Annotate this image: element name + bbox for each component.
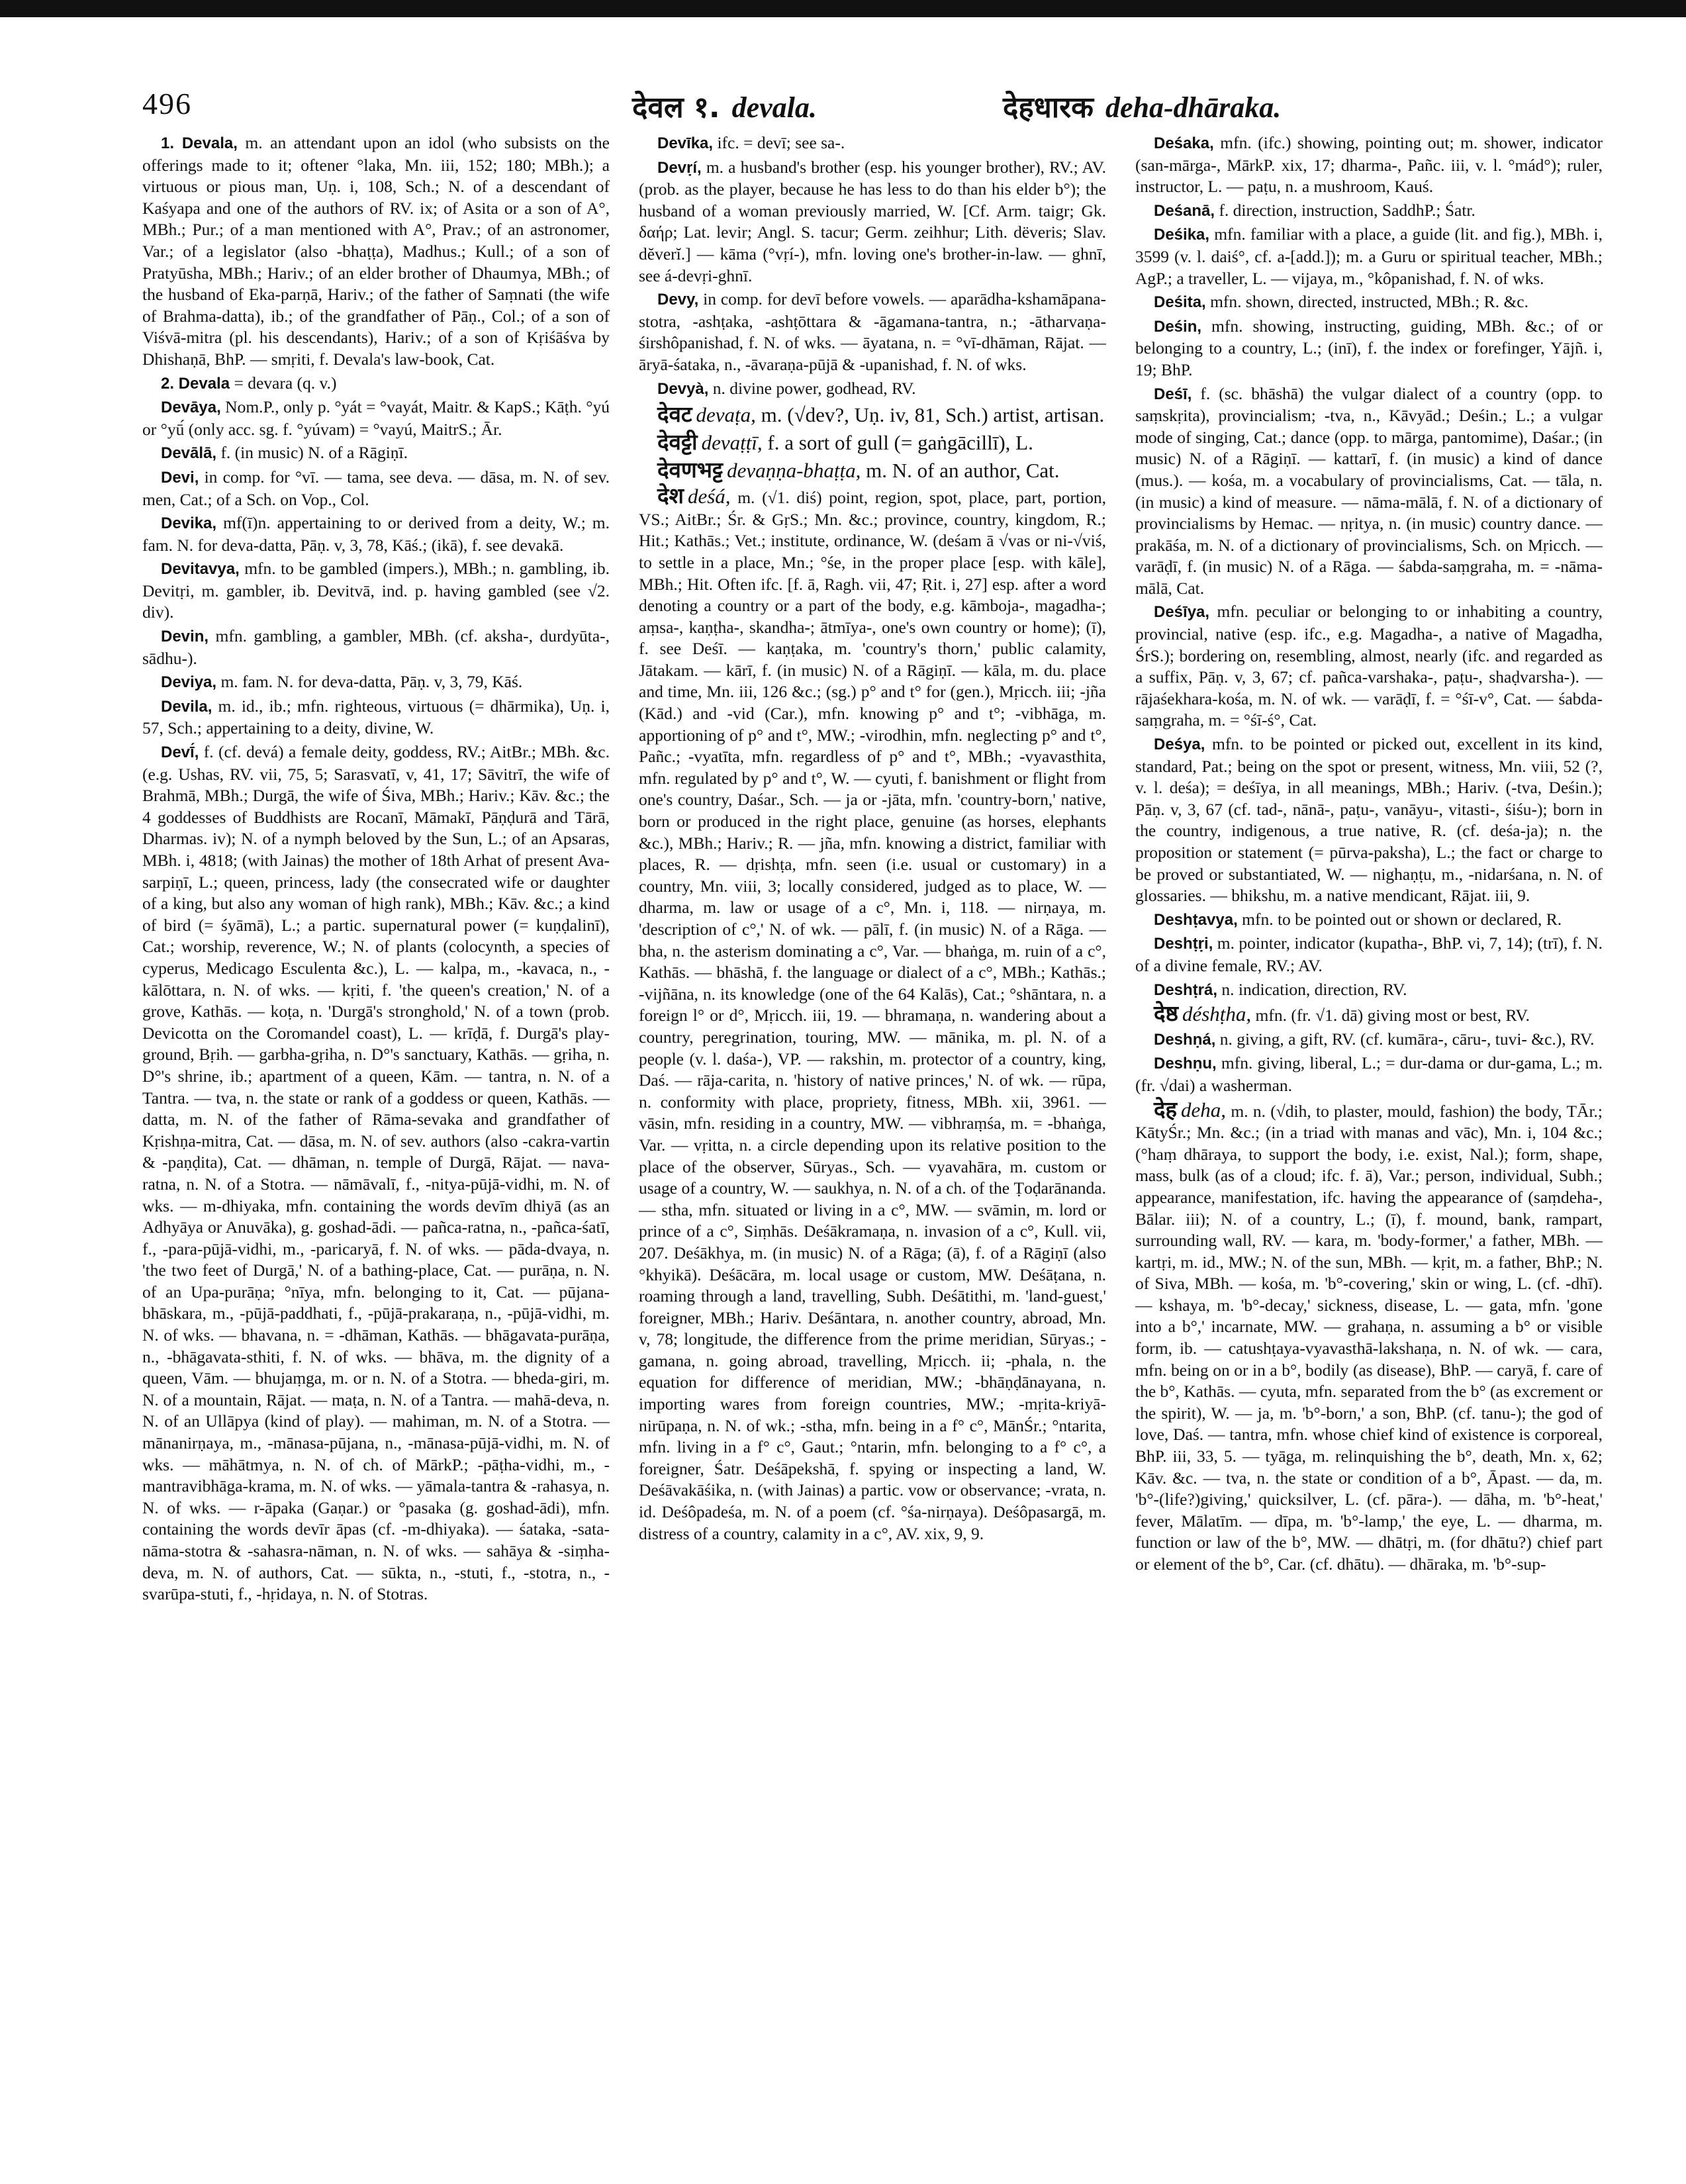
entry-definition: f. direction, instruction, SaddhP.; Śatr. — [1219, 200, 1475, 220]
dictionary-entry — [142, 671, 610, 694]
dictionary-entry — [142, 442, 610, 465]
dictionary-entry — [639, 402, 1106, 428]
entry-headword: Deshṭṛi, — [1154, 935, 1213, 953]
entry-headword: Devṛí, — [657, 158, 702, 177]
entry-headword: Devitavya, — [161, 560, 240, 579]
dictionary-entry — [142, 132, 610, 371]
entry-headword: Devīka, — [657, 134, 714, 152]
entry-definition: in comp. for °vī. — tama, see deva. — dāsa, m. N. of sev. men, Cat.; of a Sch. on Vop., Col. — [142, 467, 610, 509]
entry-headword: Devī́, — [161, 743, 199, 762]
dictionary-entry — [1135, 979, 1603, 1002]
dictionary-entry — [1135, 734, 1603, 907]
dictionary-entry — [1135, 316, 1603, 381]
dictionary-entry — [1135, 1096, 1603, 1576]
dictionary-entry — [1135, 383, 1603, 600]
entry-definition: mfn. showing, instructing, guiding, MBh. &c.; of or belonging to a country, L.; (inī), f. the index or forefinger, Yājñ. i, 19; BhP. — [1135, 316, 1603, 379]
entry-headword: Deśī, — [1154, 385, 1192, 403]
dictionary-entry — [1135, 291, 1603, 314]
right-headword-devanagari: देहधारक — [1003, 91, 1094, 124]
entry-headword: Deśin, — [1154, 317, 1202, 336]
dictionary-entry — [639, 378, 1106, 401]
entry-definition: ifc. = devī; see sa-. — [717, 133, 845, 152]
dictionary-entry — [1135, 909, 1603, 931]
entry-devanagari: देवणभट्ट — [657, 457, 724, 483]
dictionary-entry — [639, 157, 1106, 287]
entry-definition: mfn. peculiar or belonging to or inhabiting a country, provincial, native (esp. ifc., e.g. Magadha-, a native of Magadha, ŚrS.); bordering on, resembling, almost, nearly (ifc. and regarded as a suffix, Pāṇ. v, 3, 67; cf. pañca-varshaka-, paṭu-, shaḍvarsha-). — rājaśekhara-kośa, m. N. of wk. — varāḍī, f. = °śī-v°, Cat. — śabda-saṃgraha, m. = °śī-ś°, Cat. — [1135, 602, 1603, 730]
entry-headword: Devyà, — [657, 379, 709, 398]
entry-definition: m. (√1. diś) point, region, spot, place, part, portion, VS.; AitBr.; Śr. & GṛS.; Mn. &c.; province, country, kingdom, R.; Hit.; Kathās.; Vet.; institute, ordinance, W. (deśam ā √vas or ni-√viś, to settle in a place, Mn.; °śe, in the proper place [esp. with kāle], MBh.; Hit. Often ifc. [f. ā, Ragh. vii, 47; Ṛit. i, 27] esp. after a word denoting a country or a part of the body, e.g. kāmboja-, magadha-; aṃsa-, kaṇṭha-, skandha-; ātmīya-, one's own country or home); (ī), f. see Deśī. — kaṇṭaka, m. 'country's thorn,' public calamity, Jātakam. — kārī, f. (in music) N. of a Rāgiṇī. — kāla, m. du. place and time, Mn. iii, 126 &c.; (sg.) p° and t° for (gen.), Mṛicch. iii; -jña (Kād.) and -vid (Car.), mfn. knowing p° and t°; -vibhāga, m. apportioning of p° and t°, MW.; -virodhin, mfn. neglecting p° and t°, Pañc.; -vyatīta, mfn. regardless of p° and t°, MBh.; -vyavasthita, mfn. regulated by p° and t°, W. — cyuti, f. banishment or flight from one's country, Daśar., Sch. — ja or -jāta, mfn. 'country-born,' native, born or produced in the right place, genuine (as horses, elephants &c.), MBh.; Hariv.; R. — jña, mfn. knowing a district, familiar with places, R. — dṛishṭa, mfn. seen (i.e. usual or customary) in a country, Mn. viii, 3; locally considered, judged as to place, W. — dharma, m. law or usage of a c°, Mn. i, 118. — nirṇaya, m. 'description of c°,' N. of wk. — pālī, f. (in music) N. of a Rāga. — bha, n. the asterism dominating a c°, Var. — bhaṅga, m. ruin of a c°, Kathās. — bhāshā, f. the language or dialect of a c°, MBh.; Kathās.; -vijñāna, n. its knowledge (one of the 64 Kalās), Cat.; °shāntara, n. a foreign l° or d°, Mṛicch. iii, 19. — bhramaṇa, n. wandering about a country, peregrination, touring, MW. — mānika, m. pl. N. of a people (v. l. daśa-), VP. — rakshin, m. protector of a country, king, Daś. — rāja-carita, n. 'history of native princes,' N. of wk. — rūpa, n. conformity with place, propriety, fitness, MBh. xii, 3961. — vāsin, mfn. residing in a country, MW. — vibhraṃśa, m. = -bhaṅga, Var. — vṛitta, n. a circle depending upon its relative position to the place of the observer, Sūryas., Sch. — vyavahāra, m. custom or usage of a country, W. — saukhya, n. N. of a ch. of the Ṭoḍarānanda. — stha, mfn. situated or living in a c°, MW. — svāmin, m. lord or prince of a c°, Siṃhās. Deśākramaṇa, n. invasion of a c°, Kull. vii, 207. Deśākhya, m. (in music) N. of a Rāga; (ā), f. of a Rāgiṇī (also °khyikā). Deśācāra, m. local usage or custom, MW. Deśāṭana, n. roaming through a land, travelling, Subh. Deśātithi, m. 'land-guest,' foreigner, MBh.; Hariv. Deśāntara, n. another country, abroad, Mn. v, 78; longitude, the difference from the prime meridian, Sūryas.; -gamana, n. going abroad, travelling, Mṛicch. ii; -phala, n. the equation for difference of meridian, MW.; -bhāṇḍānayana, n. importing wares from foreign countries, MW.; -mṛita-kriyā-nirūpaṇa, n. N. of wk.; -stha, mfn. being in a f° c°, MānŚr.; °ntarita, mfn. living in a f° c°, Gaut.; °ntarin, mfn. belonging to a f° c°, a foreigner, Śatr. Deśāpekshā, f. spying or inspecting a land, W. Deśāvakāśika, n. (with Jainas) a partic. vow or observance; -vrata, n. id. Deśôpadeśa, m. N. of a poem (cf. °śa-nirṇaya). Deśôpasargā, m. distress of a country, calamity in a c°, AV. xix, 9, 9. — [639, 488, 1106, 1543]
entry-definition: = devara (q. v.) — [234, 373, 337, 393]
dictionary-entry — [142, 373, 610, 395]
column-right — [1135, 132, 1603, 2158]
page-header — [142, 86, 1605, 123]
entry-transliteration: déshṭha, — [1182, 1002, 1252, 1026]
entry-transliteration: deśá, — [687, 485, 731, 508]
dictionary-entry — [639, 289, 1106, 375]
column-left — [142, 132, 610, 2158]
entry-definition: f. (cf. devá) a female deity, goddess, RV.; AitBr.; MBh. &c. (e.g. Ushas, RV. vii, 75, 5; Sarasvatī, v, 41, 17; Sāvitrī, the wife of Brahmā, MBh.; Durgā, the wife of Śiva, MBh.; Hariv.; Kāv. &c.; the 4 goddesses of Buddhists are Rocanī, Māmakī, Pāṇḍurā and Tārā, Dharmas. iv); N. of a nymph beloved by the Sun, L.; of an Apsaras, MBh. i, 4818; (with Jainas) the mother of 18th Arhat of present Ava-sarpiṇī, L.; queen, princess, lady (the consecrated wife or daughter of a king, but also any woman of high rank), MBh.; Kāv. &c.; a kind of bird (= śyāmā), L.; a partic. supernatural power (= kuṇḍalinī), Cat.; worship, reverence, W.; N. of plants (colocynth, a species of cyperus, Medicago Esculenta &c.), L. — kalpa, m., -kavaca, n., -kālōttara, n. N. of wks. — kṛiti, f. 'the queen's creation,' N. of a grove, Kathās. — koṭa, n. 'Durgā's stronghold,' N. of a town (prob. Devicotta on the Coromandel coast), L. — krīḍā, f. Durgā's play-ground, Bṛih. — garbha-gṛiha, n. D°'s sanctuary, Kathās. — gṛiha, n. D°'s shrine, ib.; apartment of a queen, Kām. — tantra, n. N. of a Tantra. — tva, n. the state or rank of a goddess or queen, Kathās. — datta, m. N. of the father of Rāma-sevaka and grandfather of Kṛishṇa-mitra, Cat. — dāsa, m. N. of sev. authors (also -cakra-vartin & -paṇḍita), Cat. — dhāman, n. temple of Durgā, Rājat. — nava-ratna, n. N. of a Stotra. — nāmāvalī, f., -nitya-pūjā-vidhi, m. N. of wks. — m-dhiyaka, mfn. containing the words devīm dhiyā (as an Adhyāya or Anuvāka), g. goshad-ādi. — pañca-ratna, n., -pañca-śatī, f., -para-pūjā-vidhi, m., -paricaryā, f. N. of wks. — pāda-dvaya, n. 'the two feet of Durgā,' N. of a bathing-place, Cat. — purāṇa, n. N. of an Upa-purāṇa; °nīya, mfn. belonging to it, Cat. — pūjana-bhāskara, m., -pūjā-paddhati, f., -pūjā-prakaraṇa, n., -pūjā-vidhi, m. N. of wks. — bhavana, n. = -dhāman, Kathās. — bhāgavata-purāṇa, n., -bhāgavata-sthiti, f. N. of wks. — bhāva, m. the dignity of a queen, Vām. — bhujaṃga, m. or n. N. of a Stotra. — bheda-giri, m. N. of a mountain, Rājat. — maṭa, n. N. of a Tantra. — mahā-deva, n. N. of an Ullāpya (kind of play). — mahiman, m. N. of a Stotra. — mānanirṇaya, m., -mānasa-pūjana, n., -mānasa-pūjā-vidhi, m. N. of wks. — māhātmya, n. N. of ch. of MārkP.; -pāṭha-vidhi, m., -mantravibhāga-krama, m. N. of wks. — yāmala-tantra & -rahasya, n. N. of wks. — r-āpaka (Gaṇar.) or °pasaka (g. goshad-ādi), mfn. containing the words devīr āpas (cf. -m-dhiyaka). — śataka, -sata-nāma-stotra & -sahasra-nāman, n. N. of wks. — sahāya & -siṃha-deva, m. N. of authors, Cat. — sūkta, n., -stuti, f., -stotra, n., -svarūpa-stuti, f., -hṛidaya, n. N. of Stotras. — [142, 742, 610, 1604]
entry-definition: mfn. familiar with a place, a guide (lit. and fig.), MBh. i, 3599 (v. l. daiś°, cf. a-[add.]); m. a Guru or spiritual teacher, MBh.; AgP.; a traveller, L. — vijaya, m., °kôpanishad, f. N. of wks. — [1135, 224, 1603, 288]
entry-definition: m. a husband's brother (esp. his younger brother), RV.; AV. (prob. as the player, because he has less to do than his elder b°); the husband of a woman previously married, W. [Cf. Arm. taigr; Gk. δαήρ; Lat. levir; Angl. S. tacur; Germ. zeihhur; Lith. dëveris; Slav. dĕverĭ.] — kāma (°vṛí-), mfn. loving one's brother-in-law. — ghnī, see á-devṛi-ghnī. — [639, 157, 1106, 285]
entry-headword: Deshṭavya, — [1154, 910, 1238, 929]
dictionary-entry — [142, 558, 610, 624]
dictionary-entry — [639, 457, 1106, 483]
entry-transliteration: deha, — [1181, 1098, 1227, 1121]
entry-definition: m. pointer, indicator (kupatha-, BhP. vi, 7, 14); (trī), f. N. of a divine female, RV.; AV. — [1135, 933, 1603, 975]
entry-definition: m. id., ib.; mfn. righteous, virtuous (= dhārmika), Uṇ. i, 57, Sch.; appertaining to a deity, divine, W. — [142, 696, 610, 738]
entry-transliteration: devaṭa, — [696, 403, 756, 427]
entry-definition: n. giving, a gift, RV. (cf. kumāra-, cāru-, tuvi- &c.), RV. — [1219, 1029, 1595, 1049]
entry-definition: n. indication, direction, RV. — [1221, 979, 1407, 999]
entry-devanagari: देह — [1154, 1096, 1178, 1122]
dictionary-entry — [142, 696, 610, 739]
entry-transliteration: devaṇṇa-bhaṭṭa, — [727, 459, 861, 483]
left-headword-latin: devala. — [731, 91, 817, 124]
dictionary-entry — [142, 741, 610, 1605]
entry-headword: Deśika, — [1154, 226, 1210, 244]
entry-headword: Deśaka, — [1154, 134, 1214, 152]
entry-definition: m. (√dev?, Uṇ. iv, 81, Sch.) artist, artisan. — [761, 403, 1105, 427]
dictionary-entry — [1135, 132, 1603, 198]
dictionary-entry — [1135, 1029, 1603, 1051]
entry-headword: 2. Devala — [161, 374, 230, 393]
entry-transliteration: devaṭṭī, — [701, 431, 763, 455]
left-headword — [632, 86, 817, 126]
entry-definition: mf(ī)n. appertaining to or derived from a deity, W.; m. fam. N. for deva-datta, Pāṇ. v, 3, 78, Kāś.; (ikā), f. see devakā. — [142, 513, 610, 555]
right-headword-latin: deha-dhāraka. — [1105, 91, 1282, 124]
entry-definition: mfn. shown, directed, instructed, MBh.; R. &c. — [1210, 292, 1528, 312]
entry-definition: mfn. gambling, a gambler, MBh. (cf. aksha-, durdyūta-, sādhu-). — [142, 626, 610, 668]
entry-definition: f. (in music) N. of a Rāgiṇī. — [220, 443, 408, 463]
entry-headword: Devika, — [161, 514, 217, 533]
entry-definition: f. a sort of gull (= gaṅgācillī), L. — [767, 431, 1033, 455]
columns — [142, 132, 1605, 2158]
entry-definition: m. fam. N. for deva-datta, Pāṇ. v, 3, 79, Kāś. — [220, 672, 523, 692]
entry-headword: Devi, — [161, 468, 199, 487]
column-middle — [639, 132, 1106, 2158]
entry-devanagari: देवट्टी — [657, 429, 698, 455]
entry-headword: Deviya, — [161, 673, 217, 692]
entry-definition: f. (sc. bhāshā) the vulgar dialect of a country (opp. to saṃskṛita), provincialism; -tva, n., Kāvyād.; Deśin.; L.; a vulgar mode of singing, Cat.; dance (opp. to mārga, pantomime), Daśar.; (in music) N. of a Rāgiṇī. — kattarī, f. (in music) a kind of dance (mus.). — kośa, m. a vocabulary of provincialisms, Cat. — tāla, n. (in music) a kind of measure. — nāma-mālā, f. N. of a dictionary of provincialisms by Hemac. — nṛitya, n. (in music) country dance. — prakāśa, m. N. of a dictionary of provincialisms, Sch. on Mṛicch. — varāḍī, f. (in music) N. of a Rāga. — śabda-saṃgraha, m. = -nāma-mālā, Cat. — [1135, 383, 1603, 598]
right-headword — [1003, 86, 1281, 126]
entry-definition: mfn. to be gambled (impers.), MBh.; n. gambling, ib. Devitṛi, m. gambler, ib. Devitvā, ind. p. having gambled (see √2. div). — [142, 559, 610, 622]
entry-definition: mfn. (fr. √1. dā) giving most or best, RV. — [1255, 1006, 1530, 1025]
entry-devanagari: देवट — [657, 401, 692, 428]
dictionary-entry — [1135, 1000, 1603, 1027]
dictionary-entry — [1135, 1053, 1603, 1096]
entry-headword: Devin, — [161, 628, 209, 646]
entry-headword: Devila, — [161, 697, 212, 716]
entry-definition: m. n. (√dih, to plaster, mould, fashion) the body, TĀr.; KātyŚr.; Mn. &c.; (in a triad with manas and vāc), Mn. i, 104 &c.; (°haṃ dhāraya, to support the body, i.e. exist, Nal.); form, shape, mass, bulk (as of a cloud; ifc. f. ā), Var.; person, individual, Subh.; appearance, manifestation, ifc. having the appearance of (saṃdeha-, Bālar. iii); N. of a country, L.; (ī), f. mound, bank, rampart, surrounding wall, RV. — kara, m. 'body-former,' a father, MBh. — kartṛi, m. id., MW.; N. of the sun, MBh. — kṛit, m. a father, BhP.; N. of Siva, MBh. — kośa, m. 'b°-covering,' skin or wing, L. (cf. -dhī). — kshaya, m. 'b°-decay,' sickness, disease, L. — gata, mfn. 'gone into a b°,' incarnate, MW. — grahaṇa, n. assuming a b° or visible form, ib. — catushṭaya-vyavasthā-lakshaṇa, n. N. of wk. — cara, mfn. being on or in a b°, bodily (as disease), BhP. — caryā, f. care of the b°, Kathās. — cyuta, mfn. separated from the b° (as excrement or the spirit), W. — ja, m. 'b°-born,' a son, BhP. (cf. tanu-); the god of love, Daś. — tantra, mfn. whose chief kind of existence is corporeal, BhP. iii, 33, 5. — tyāga, m. relinquishing the b°, death, Mn. x, 62; Kāv. &c. — tva, n. the state or condition of a b°, Āpast. — da, m. 'b°-(life?)giving,' quicksilver, L. (cf. pāra-). — dāha, m. 'b°-heat,' fever, Mālatīm. — dīpa, m. 'b°-lamp,' the eye, L. — dharma, m. function or law of the b°, MW. — dhātṛi, m. (for dhātu?) chief part or element of the b°, Car. (cf. dhātu). — dhāraka, m. 'b°-sup- — [1135, 1101, 1603, 1574]
dictionary-entry — [142, 467, 610, 510]
entry-definition: in comp. for devī before vowels. — aparādha-kshamāpana-stotra, -ashṭaka, -ashṭōttara & -āgamana-tantra, n.; -ātharvaṇa-śirshôpanishad, f. N. of wks. — āyatana, n. = °vī-dhāman, Rājat. — āryā-śataka, n., -āvaraṇa-pūjā & -upanishad, f. N. of wks. — [639, 289, 1106, 374]
dictionary-entry — [1135, 200, 1603, 222]
entry-headword: 1. Devala, — [161, 134, 238, 152]
dictionary-entry — [639, 430, 1106, 455]
entry-headword: Deśīya, — [1154, 603, 1210, 622]
entry-headword: Deshṭrá, — [1154, 980, 1218, 999]
dictionary-entry — [639, 485, 1106, 1544]
dictionary-entry — [1135, 601, 1603, 732]
entry-headword: Devy, — [657, 291, 699, 309]
dictionary-entry — [142, 397, 610, 440]
entry-definition: mfn. to be pointed out or shown or declared, R. — [1242, 909, 1562, 929]
entry-definition: mfn. (ifc.) showing, pointing out; m. shower, indicator (san-mārga-, MārkP. xix, 17; dharma-, Pañc. iii, v. l. °mád°); ruler, instructor, L. — paṭu, n. a mushroom, Kauś. — [1135, 133, 1603, 197]
dictionary-entry — [142, 512, 610, 556]
entry-headword: Deshṇá, — [1154, 1030, 1216, 1049]
dictionary-entry — [1135, 224, 1603, 289]
top-rule — [0, 0, 1686, 17]
entry-headword: Deśita, — [1154, 293, 1206, 312]
left-headword-devanagari: देवल १. — [632, 91, 720, 124]
dictionary-entry — [639, 132, 1106, 155]
entry-definition: m. N. of an author, Cat. — [866, 459, 1060, 483]
entry-headword: Devāya, — [161, 399, 221, 417]
page-number: 496 — [142, 87, 192, 120]
entry-headword: Deshṇu, — [1154, 1055, 1217, 1073]
entry-headword: Deśanā, — [1154, 201, 1215, 220]
entry-headword: Deśya, — [1154, 736, 1205, 754]
entry-definition: n. divine power, godhead, RV. — [712, 378, 916, 398]
entry-definition: mfn. giving, liberal, L.; = dur-dama or dur-gama, L.; m. (fr. √dai) a washerman. — [1135, 1053, 1603, 1095]
entry-definition: Nom.P., only p. °yát = °vayát, Maitr. & KapS.; Kāṭh. °yú or °yū́ (only acc. sg. f. °yúvam) = °vayú, MaitrS.; Ār. — [142, 397, 610, 439]
entry-definition: mfn. to be pointed or picked out, excellent in its kind, standard, Pat.; being on the spot or present, witness, Mn. viii, 52 (?, v. l. deśa); = deśīya, in all meanings, MBh.; Hariv. (-tva, Deśin.); Pāṇ. v, 3, 67 (cf. tad-, nānā-, paṭu-, vanāyu-, vitasti-, śiśu-); born in the country, indigenous, a true native, R. (cf. deśa-ja); n. the proposition or statement (= pūrva-paksha), L.; the fact or charge to be proved or substantiated, W. — nighaṇṭu, m., -nidarśana, n. N. of glossaries. — bhikshu, m. a native mendicant, Rājat. iii, 9. — [1135, 734, 1603, 906]
entry-devanagari: देष्ठ — [1154, 1000, 1178, 1027]
dictionary-entry — [1135, 933, 1603, 976]
entry-definition: m. an attendant upon an idol (who subsists on the offerings made to it; oftener °laka, Mn. iii, 152; 180; MBh.); a virtuous or pious man, Uṇ. i, 108, Sch.; N. of a descendant of Kaśyapa and one of the authors of RV. ix; of Asita or a son of A°, MBh.; Pur.; of a man mentioned with A°, Prav.; of an astronomer, Var.; of a legislator (also -bhaṭṭa), Madhus.; Kull.; of a son of Pratyūsha, MBh.; Hariv.; of an elder brother of Dhaumya, MBh.; of the husband of Eka-parṇā, Hariv.; of the father of Saṃnati (the wife of Brahma-datta), ib.; of the grandfather of Pāṇ., Col.; of a son of Viśvā-mitra (pl. his descendants), Hariv.; of a son of Kṛiśāśva by Dhishaṇā, BhP. — smṛiti, f. Devala's law-book, Cat. — [142, 133, 610, 369]
entry-headword: Devālā, — [161, 444, 217, 463]
entry-devanagari: देश — [657, 483, 684, 509]
dictionary-entry — [142, 626, 610, 669]
